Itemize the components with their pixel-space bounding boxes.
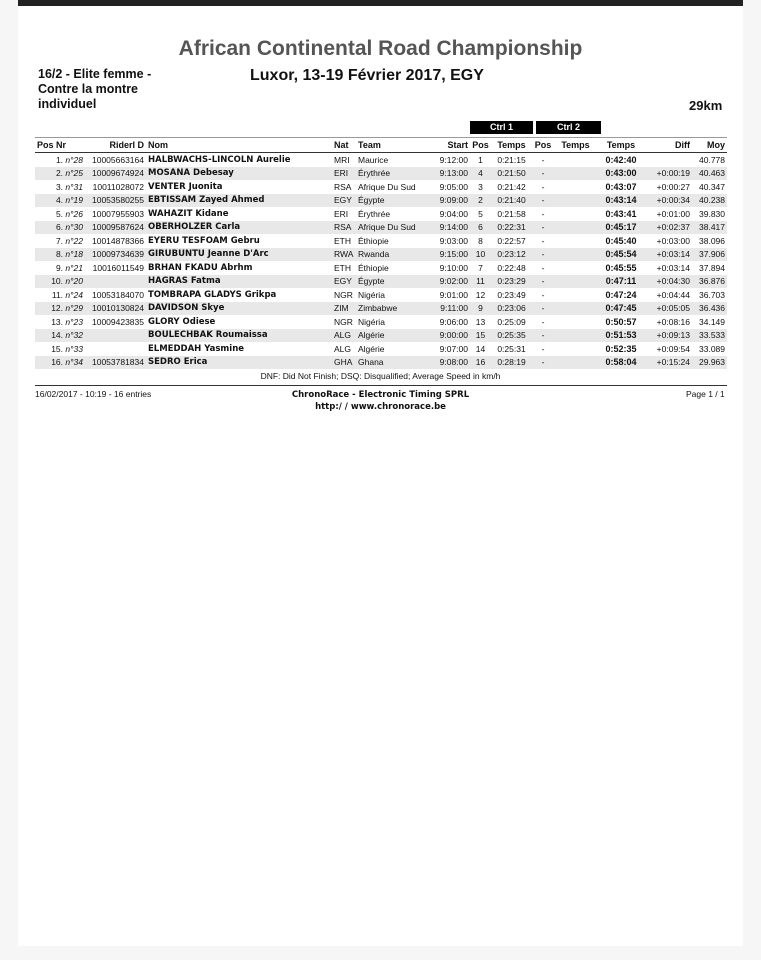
cell-temps: 0:45:17 — [597, 221, 645, 235]
cell-diff: +0:00:27 — [656, 181, 690, 192]
cell-pos: 8. — [55, 249, 64, 260]
cell-rider-id: 10014878366 — [91, 235, 144, 246]
cell-c2-pos: - — [532, 221, 554, 235]
cell-team: Nigéria — [358, 316, 385, 327]
cell-moy: 38.096 — [699, 235, 725, 246]
category-line-2: Contre la montre — [38, 82, 139, 96]
cell-temps: 0:45:55 — [605, 262, 637, 273]
col-nom: Nom — [146, 138, 332, 153]
col-ctrl1-pos: Pos — [470, 138, 491, 153]
cell-c2-pos: - — [532, 275, 554, 289]
cell-moy: 38.417 — [692, 221, 727, 235]
cell-nat: NGR — [334, 316, 353, 327]
cell-c1-pos: 6 — [470, 221, 491, 235]
cell-nat: MRI — [334, 154, 350, 165]
ctrl-1-header: Ctrl 1 — [470, 121, 533, 134]
cell-c2-temps — [554, 153, 597, 167]
cell-diff: +0:04:30 — [645, 275, 692, 289]
table-row — [35, 207, 727, 221]
cell-rider-id: 10007955903 — [91, 208, 144, 219]
cell-temps: 0:45:40 — [605, 235, 637, 246]
table-row — [35, 356, 727, 370]
cell-nom: BRHAN FKADU Abrhm — [148, 262, 253, 273]
cell-team: Éthiopie — [358, 235, 389, 246]
cell-pos-nr — [35, 329, 85, 343]
cell-nr: n°20 — [65, 276, 83, 287]
cell-moy: 33.533 — [692, 329, 727, 343]
cell-nat: RSA — [332, 221, 356, 235]
cell-rider-id: 10009674924 — [85, 167, 146, 181]
cell-temps: 0:47:45 — [597, 302, 645, 316]
cell-team: Érythrée — [356, 167, 433, 181]
cell-pos: 10. — [51, 276, 64, 287]
cell-nat: RWA — [332, 248, 356, 262]
cell-c2-temps — [554, 221, 597, 235]
cell-c2-pos: - — [541, 208, 545, 219]
cell-c1-pos: 11 — [470, 275, 491, 289]
cell-rider-id: 10010130824 — [85, 302, 146, 316]
cell-nat: ETH — [334, 262, 351, 273]
cell-pos: 12. — [51, 303, 64, 314]
venue-date: Luxor, 13-19 Février 2017, EGY — [250, 67, 484, 84]
cell-rider-id: 10053580255 — [85, 194, 146, 208]
cell-diff: +0:09:54 — [656, 343, 690, 354]
cell-diff: +0:08:16 — [656, 316, 690, 327]
footer-company: ChronoRace - Electronic Timing SPRL — [291, 390, 470, 400]
cell-moy: 39.830 — [699, 208, 725, 219]
cell-pos-nr — [35, 261, 85, 275]
cell-c2-pos: - — [532, 329, 554, 343]
cell-c1-temps: 0:21:50 — [491, 167, 532, 181]
cell-moy: 37.894 — [699, 262, 725, 273]
cell-nom: ELMEDDAH Yasmine — [148, 343, 245, 354]
document-title: African Continental Road Championship — [178, 37, 583, 60]
cell-team: Égypte — [356, 275, 433, 289]
col-rider-id: RiderI D — [85, 138, 146, 153]
cell-pos-nr — [35, 248, 85, 262]
cell-c2-pos: - — [541, 235, 545, 246]
cell-temps: 0:43:07 — [605, 181, 637, 192]
col-start: Start — [433, 138, 470, 153]
cell-nom: DAVIDSON Skye — [146, 302, 332, 316]
cell-pos: 14. — [51, 330, 64, 341]
cell-team: Nigéria — [358, 289, 385, 300]
cell-team: Afrique Du Sud — [358, 181, 416, 192]
footer-timestamp: 16/02/2017 - 10:19 - 16 entries — [35, 389, 152, 399]
cell-c1-pos: 5 — [478, 208, 483, 219]
cell-pos-nr — [35, 356, 85, 370]
cell-start: 9:10:00 — [439, 262, 468, 273]
table-row — [35, 302, 727, 316]
cell-pos-nr — [35, 153, 85, 167]
cell-nom: HAGRAS Fatma — [146, 275, 332, 289]
cell-c1-pos: 2 — [470, 194, 491, 208]
cell-start: 9:05:00 — [439, 181, 468, 192]
cell-team: Maurice — [358, 154, 389, 165]
cell-pos: 13. — [51, 316, 64, 327]
cell-pos: 3. — [55, 181, 64, 192]
cell-moy: 29.963 — [692, 356, 727, 370]
cell-rider-id: 10009423835 — [91, 316, 144, 327]
cell-c2-temps — [554, 275, 597, 289]
cell-nom: WAHAZIT Kidane — [148, 208, 229, 219]
cell-c2-temps — [554, 356, 597, 370]
cell-c1-pos: 16 — [470, 356, 491, 370]
cell-start: 9:04:00 — [439, 208, 468, 219]
cell-c2-pos: - — [532, 302, 554, 316]
cell-pos: 1. — [55, 154, 64, 165]
cell-nr: n°19 — [65, 195, 83, 206]
cell-start: 9:12:00 — [439, 154, 468, 165]
cell-diff: +0:00:19 — [645, 167, 692, 181]
cell-pos: 16. — [51, 357, 64, 368]
cell-diff: +0:04:44 — [656, 289, 690, 300]
cell-nat: ALG — [332, 329, 356, 343]
cell-pos-nr — [35, 221, 85, 235]
cell-nom: TOMBRAPA GLADYS Grikpa — [148, 289, 277, 300]
cell-start: 9:07:00 — [439, 343, 468, 354]
category-line-3: individuel — [38, 97, 97, 111]
cell-moy: 40.463 — [692, 167, 727, 181]
cell-c2-temps — [554, 194, 597, 208]
cell-start: 9:02:00 — [433, 275, 470, 289]
footer-credit — [0, 389, 761, 413]
cell-nr: n°29 — [65, 303, 83, 314]
cell-nom: OBERHOLZER Carla — [146, 221, 332, 235]
col-team: Team — [356, 138, 433, 153]
cell-c1-temps: 0:21:15 — [497, 154, 526, 165]
cell-c1-temps: 0:23:12 — [491, 248, 532, 262]
cell-c2-temps — [554, 288, 597, 302]
cell-nr: n°26 — [65, 208, 83, 219]
cell-start: 9:00:00 — [433, 329, 470, 343]
cell-temps: 0:52:35 — [605, 343, 637, 354]
cell-temps: 0:50:57 — [605, 316, 637, 327]
cell-rider-id: 10016011549 — [92, 262, 144, 273]
cell-pos-nr — [35, 234, 85, 248]
cell-c2-pos: - — [541, 289, 545, 300]
cell-c2-pos: - — [541, 343, 545, 354]
cell-diff — [645, 153, 692, 167]
cell-moy: 40.238 — [692, 194, 727, 208]
col-ctrl2-pos: Pos — [532, 138, 554, 153]
cell-c1-pos: 9 — [470, 302, 491, 316]
cell-pos-nr — [35, 180, 85, 194]
cell-temps: 0:47:24 — [605, 289, 637, 300]
cell-rider-id: 10009734639 — [85, 248, 146, 262]
cell-c1-temps: 0:22:57 — [497, 235, 526, 246]
cell-nat: EGY — [332, 275, 356, 289]
cell-c2-pos: - — [541, 154, 545, 165]
cell-rider-id: 10005663164 — [91, 154, 144, 165]
cell-nom: GIRUBUNTU Jeanne D'Arc — [146, 248, 332, 262]
cell-c1-temps: 0:23:06 — [491, 302, 532, 316]
footer-page-number: Page 1 / 1 — [686, 389, 725, 399]
cell-team: Afrique Du Sud — [356, 221, 433, 235]
cell-c2-pos: - — [541, 316, 545, 327]
cell-nr: n°34 — [65, 357, 83, 368]
cell-pos-nr — [35, 275, 85, 289]
cell-c1-pos: 8 — [478, 235, 483, 246]
cell-diff: +0:09:13 — [645, 329, 692, 343]
cell-diff: +0:03:14 — [645, 248, 692, 262]
cell-team: Algérie — [358, 343, 385, 354]
cell-moy: 36.876 — [692, 275, 727, 289]
results-table — [35, 137, 727, 369]
race-distance: 29km — [689, 98, 723, 113]
cell-rider-id: 10053184070 — [91, 289, 144, 300]
cell-c2-pos: - — [532, 356, 554, 370]
table-row — [35, 180, 727, 194]
cell-pos: 4. — [55, 195, 64, 206]
cell-diff: +0:03:00 — [656, 235, 690, 246]
cell-diff: +0:00:34 — [645, 194, 692, 208]
cell-c2-temps — [554, 167, 597, 181]
cell-team: Érythrée — [358, 208, 391, 219]
cell-start: 9:08:00 — [433, 356, 470, 370]
cell-c1-temps: 0:23:49 — [497, 289, 526, 300]
cell-c1-pos: 1 — [478, 154, 483, 165]
ctrl-2-header: Ctrl 2 — [536, 121, 601, 134]
table-row — [35, 221, 727, 235]
cell-nr: n°21 — [65, 262, 83, 273]
cell-start: 9:06:00 — [439, 316, 468, 327]
cell-team: Égypte — [356, 194, 433, 208]
table-row — [35, 329, 727, 343]
cell-nr: n°18 — [65, 249, 83, 260]
cell-rider-id — [85, 329, 146, 343]
cell-moy: 40.347 — [699, 181, 725, 192]
cell-nat: RSA — [334, 181, 352, 192]
col-temps: Temps — [597, 138, 645, 153]
cell-pos: 15. — [51, 343, 64, 354]
cell-c2-pos: - — [541, 262, 545, 273]
cell-team: Ghana — [356, 356, 433, 370]
cell-pos-nr — [35, 302, 85, 316]
cell-nr: n°24 — [65, 289, 83, 300]
cell-start: 9:03:00 — [439, 235, 468, 246]
col-nat: Nat — [332, 138, 356, 153]
top-border — [18, 0, 743, 6]
cell-c1-pos: 10 — [470, 248, 491, 262]
cell-c1-pos: 3 — [478, 181, 483, 192]
cell-rider-id: 10009587624 — [85, 221, 146, 235]
cell-pos: 6. — [55, 222, 64, 233]
cell-pos-nr — [35, 315, 85, 329]
cell-c1-pos: 13 — [475, 316, 486, 327]
cell-nom: BOULECHBAK Roumaissa — [146, 329, 332, 343]
cell-pos-nr — [35, 288, 85, 302]
category-line-1: 16/2 - Elite femme - — [38, 67, 152, 81]
cell-nr: n°32 — [65, 330, 83, 341]
cell-c1-temps: 0:22:48 — [497, 262, 526, 273]
table-row — [35, 342, 727, 356]
cell-temps: 0:51:53 — [597, 329, 645, 343]
col-ctrl1-temps: Temps — [491, 138, 532, 153]
cell-nat: EGY — [332, 194, 356, 208]
cell-c1-temps: 0:25:31 — [497, 343, 526, 354]
cell-rider-id: 10011028072 — [92, 181, 144, 192]
cell-c1-temps: 0:21:58 — [497, 208, 526, 219]
table-row — [35, 248, 727, 262]
cell-nat: ALG — [334, 343, 352, 354]
table-row — [35, 275, 727, 289]
cell-team: Algérie — [356, 329, 433, 343]
cell-temps: 0:45:54 — [597, 248, 645, 262]
cell-rider-id — [85, 275, 146, 289]
cell-pos: 2. — [55, 168, 64, 179]
cell-rider-id — [85, 342, 146, 356]
cell-start: 9:15:00 — [433, 248, 470, 262]
cell-start: 9:14:00 — [433, 221, 470, 235]
cell-c1-temps: 0:22:31 — [491, 221, 532, 235]
cell-pos: 11. — [51, 289, 64, 300]
cell-moy: 36.436 — [692, 302, 727, 316]
cell-diff: +0:02:37 — [645, 221, 692, 235]
cell-diff: +0:03:14 — [656, 262, 690, 273]
cell-pos: 5. — [55, 208, 64, 219]
cell-nat: ERI — [332, 167, 356, 181]
legend-note: DNF: Did Not Finish; DSQ: Disqualified; Average Speed in km/h — [260, 371, 501, 381]
cell-nat: NGR — [334, 289, 353, 300]
cell-c1-pos: 4 — [470, 167, 491, 181]
cell-c2-temps — [554, 248, 597, 262]
race-category — [38, 67, 178, 112]
cell-moy: 33.089 — [699, 343, 725, 354]
cell-nom: GLORY Odiese — [148, 316, 216, 327]
cell-c2-temps — [554, 342, 597, 356]
cell-c2-temps — [554, 207, 597, 221]
cell-nr: n°33 — [65, 343, 83, 354]
cell-c1-pos: 15 — [470, 329, 491, 343]
cell-pos-nr — [35, 194, 85, 208]
cell-c1-temps: 0:25:09 — [497, 316, 526, 327]
cell-pos: 9. — [55, 262, 64, 273]
cell-c1-pos: 12 — [475, 289, 486, 300]
cell-temps: 0:47:11 — [597, 275, 645, 289]
cell-nom: VENTER Juonita — [148, 181, 223, 192]
cell-start: 9:01:00 — [439, 289, 468, 300]
cell-c2-temps — [554, 329, 597, 343]
cell-temps: 0:42:40 — [605, 154, 637, 165]
cell-c2-pos: - — [541, 181, 545, 192]
table-row — [35, 288, 727, 302]
cell-nom: HALBWACHS-LINCOLN Aurelie — [148, 154, 291, 165]
cell-start: 9:13:00 — [433, 167, 470, 181]
cell-temps: 0:43:00 — [597, 167, 645, 181]
cell-temps: 0:58:04 — [597, 356, 645, 370]
cell-pos-nr — [35, 207, 85, 221]
cell-diff: +0:05:05 — [645, 302, 692, 316]
cell-c2-temps — [554, 261, 597, 275]
cell-pos-nr — [35, 167, 85, 181]
cell-temps: 0:43:14 — [597, 194, 645, 208]
cell-c1-temps: 0:21:42 — [497, 181, 526, 192]
cell-nat: ETH — [334, 235, 351, 246]
cell-c1-pos: 7 — [478, 262, 483, 273]
footer-divider — [35, 385, 727, 386]
cell-nr: n°30 — [65, 222, 83, 233]
cell-nom: EBTISSAM Zayed Ahmed — [146, 194, 332, 208]
cell-nat: GHA — [332, 356, 356, 370]
cell-c2-temps — [554, 180, 597, 194]
col-pos-nr: Pos Nr — [35, 138, 85, 153]
cell-start: 9:11:00 — [433, 302, 470, 316]
cell-c1-temps: 0:23:29 — [491, 275, 532, 289]
cell-c2-temps — [554, 315, 597, 329]
cell-temps: 0:43:41 — [605, 208, 637, 219]
cell-nom: EYERU TESFOAM Gebru — [148, 235, 260, 246]
col-moy: Moy — [692, 138, 727, 153]
cell-moy: 40.778 — [699, 154, 725, 165]
cell-c1-temps: 0:25:35 — [491, 329, 532, 343]
cell-pos: 7. — [55, 235, 64, 246]
cell-nat: ERI — [334, 208, 349, 219]
cell-diff: +0:15:24 — [645, 356, 692, 370]
table-row — [35, 315, 727, 329]
cell-moy: 34.149 — [699, 316, 725, 327]
cell-c1-temps: 0:21:40 — [491, 194, 532, 208]
cell-nr: n°22 — [65, 235, 83, 246]
cell-c2-pos: - — [532, 194, 554, 208]
cell-nat: ZIM — [332, 302, 356, 316]
cell-c1-temps: 0:28:19 — [491, 356, 532, 370]
table-row — [35, 167, 727, 181]
col-ctrl2-temps: Temps — [554, 138, 597, 153]
bottom-margin — [0, 946, 761, 960]
col-diff: Diff — [645, 138, 692, 153]
table-row — [35, 261, 727, 275]
cell-team: Rwanda — [356, 248, 433, 262]
cell-team: Zimbabwe — [356, 302, 433, 316]
cell-rider-id: 10053781834 — [85, 356, 146, 370]
cell-nr: n°31 — [65, 181, 83, 192]
cell-nr: n°23 — [65, 316, 83, 327]
cell-start: 9:09:00 — [433, 194, 470, 208]
cell-pos-nr — [35, 342, 85, 356]
cell-c2-temps — [554, 302, 597, 316]
footer-website: http:/ / www.chronorace.be — [315, 402, 446, 412]
cell-nr: n°28 — [65, 154, 83, 165]
cell-c2-temps — [554, 234, 597, 248]
cell-nom: SEDRO Erica — [146, 356, 332, 370]
cell-c2-pos: - — [532, 167, 554, 181]
table-row — [35, 234, 727, 248]
cell-diff: +0:01:00 — [656, 208, 690, 219]
table-header-row — [35, 138, 727, 153]
right-margin — [743, 0, 761, 960]
cell-nr: n°25 — [65, 168, 83, 179]
cell-moy: 37.906 — [692, 248, 727, 262]
left-margin — [0, 0, 18, 960]
table-row — [35, 153, 727, 167]
cell-moy: 36.703 — [699, 289, 725, 300]
table-row — [35, 194, 727, 208]
cell-team: Éthiopie — [358, 262, 389, 273]
cell-c2-pos: - — [532, 248, 554, 262]
cell-nom: MOSANA Debesay — [146, 167, 332, 181]
cell-c1-pos: 14 — [475, 343, 486, 354]
